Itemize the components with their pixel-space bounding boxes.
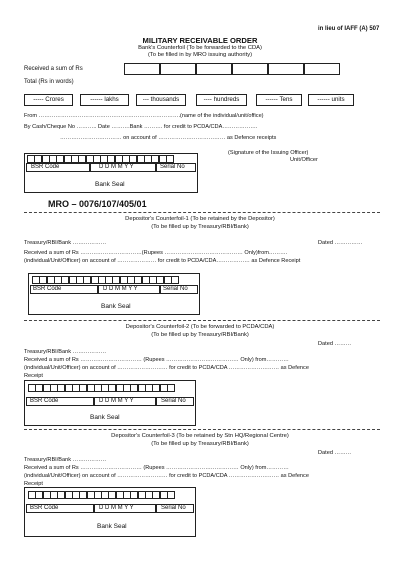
cf1-bank-seal-box bbox=[28, 273, 200, 315]
denomination-hundreds[interactable]: ---- hundreds bbox=[196, 94, 247, 106]
denomination-thousands[interactable]: --- thousands bbox=[136, 94, 186, 106]
cf1-title: Depositor's Counterfoil-1 (To be retained by the Depositor) bbox=[125, 216, 275, 222]
cut-line-2 bbox=[24, 320, 380, 321]
cf2-treasury-line[interactable]: Treasury/RBI/Bank ……………… bbox=[24, 349, 107, 355]
cf3-serial-no-label: Serial No bbox=[161, 505, 186, 511]
bsr-code-label: BSR Code bbox=[31, 164, 60, 170]
bsr-digit-grid[interactable] bbox=[27, 155, 173, 163]
cut-line-1 bbox=[24, 212, 380, 213]
cf2-receipt-word: Receipt bbox=[24, 373, 43, 379]
cf3-bsr-code-label: BSR Code bbox=[30, 505, 59, 511]
cf1-serial-no-label: Serial No bbox=[163, 286, 188, 292]
date-label: D D M M Y Y bbox=[99, 164, 134, 170]
signature-unit-label: Unit/Officer bbox=[290, 157, 318, 163]
cf3-treasury-line[interactable]: Treasury/RBI/Bank ……………… bbox=[24, 457, 107, 463]
cf1-dated-line[interactable]: Dated …………… bbox=[318, 240, 363, 246]
denomination-units[interactable]: ------ units bbox=[308, 94, 354, 106]
cf2-bsr-digit-grid[interactable] bbox=[28, 384, 174, 392]
cf1-treasury-line[interactable]: Treasury/RBI/Bank ……………… bbox=[24, 240, 107, 246]
cf2-bsr-code-label: BSR Code bbox=[30, 398, 59, 404]
amount-box-1[interactable] bbox=[124, 63, 160, 75]
form-instruction: (To be filled in by MRO issuing authority) bbox=[147, 52, 253, 58]
cf2-serial-no-label: Serial No bbox=[161, 398, 186, 404]
serial-no-label: Serial No bbox=[160, 164, 185, 170]
cf1-date-label: D D M M Y Y bbox=[103, 286, 138, 292]
form-subtitle: Bank's Counterfoil (To be forwarded to the CDA) bbox=[138, 45, 262, 51]
bank-seal-label: Bank Seal bbox=[95, 181, 125, 188]
cf3-bsr-digit-grid[interactable] bbox=[28, 491, 174, 499]
cf3-receipt-word: Receipt bbox=[24, 481, 43, 487]
cut-line-3 bbox=[24, 429, 380, 430]
cf3-date-label: D D M M Y Y bbox=[99, 505, 134, 511]
form-reference: in lieu of IAFF (A) 507 bbox=[318, 26, 380, 32]
cf3-subtitle: (To be filled up by Treasury/RBI/Bank) bbox=[151, 441, 249, 447]
cf2-bank-seal-label: Bank Seal bbox=[90, 414, 120, 421]
denomination-lakhs[interactable]: ------ lakhs bbox=[80, 94, 129, 106]
amount-box-3[interactable] bbox=[196, 63, 232, 75]
cf3-account-line[interactable]: (individual/Unit/Officer) on account of ……………………… for credit to PCDA/CDA ……………………… as Defence bbox=[24, 473, 309, 479]
form-title: MILITARY RECEIVABLE ORDER bbox=[142, 36, 258, 45]
cf3-bank-seal-box bbox=[24, 487, 196, 537]
received-sum-label: Received a sum of Rs bbox=[24, 66, 83, 72]
cf3-title: Depositor's Counterfoil-3 (To be retained by Stn HQ/Regional Centre) bbox=[111, 433, 289, 439]
from-line[interactable]: From ………………………………………………………………….(name of the individual/unit/office) bbox=[24, 113, 264, 119]
cf3-dated-line[interactable]: Dated ……… bbox=[318, 450, 352, 456]
cf3-bank-seal-label: Bank Seal bbox=[97, 523, 127, 530]
total-words-label: Total (Rs in words) bbox=[24, 79, 74, 85]
cf1-bank-seal-label: Bank Seal bbox=[101, 303, 131, 310]
cf2-account-line[interactable]: (individual/Unit/Officer) on account of ……………………… for credit to PCDA/CDA ……………………… as Defence bbox=[24, 365, 309, 371]
cf2-title: Depositor's Counterfoil-2 (To be forwarded to PCDA/CDA) bbox=[125, 324, 275, 330]
account-line[interactable]: …………………………… on account of ……………………………… as Defence receipts bbox=[60, 135, 277, 141]
denomination-tens[interactable]: ------ Tens bbox=[256, 94, 302, 106]
bank-seal-box bbox=[24, 153, 198, 193]
amount-box-2[interactable] bbox=[160, 63, 196, 75]
cf1-bsr-digit-grid[interactable] bbox=[32, 276, 178, 284]
cf1-subtitle: (To be filled up by Treasury/RBI/Bank) bbox=[151, 224, 249, 230]
amount-box-6[interactable] bbox=[304, 63, 340, 75]
cf2-subtitle: (To be filled up by Treasury/RBI/Bank) bbox=[151, 332, 249, 338]
signature-label: (Signature of the Issuing Officer) bbox=[228, 150, 309, 156]
cf2-dated-line[interactable]: Dated ……… bbox=[318, 341, 352, 347]
cf2-date-label: D D M M Y Y bbox=[99, 398, 134, 404]
cf1-received-line[interactable]: Received a sum of Rs ……………………………(Rupees …………………………………… Only)from………. bbox=[24, 250, 288, 256]
cf1-bsr-code-label: BSR Code bbox=[33, 286, 62, 292]
amount-box-5[interactable] bbox=[268, 63, 304, 75]
amount-box-4[interactable] bbox=[232, 63, 268, 75]
cf2-bank-seal-box bbox=[24, 380, 196, 426]
cf3-received-line[interactable]: Received a sum of Rs …………………………… (Rupees ………………………………… Only) from………… bbox=[24, 465, 289, 471]
mro-number: MRO – 0076/107/405/01 bbox=[48, 199, 147, 209]
cash-cheque-line[interactable]: By Cash/Cheque No ……….. Date ……….Bank ………. for credit to PCDA/CDA………………. bbox=[24, 124, 258, 130]
cf2-received-line[interactable]: Received a sum of Rs …………………………… (Rupees ………………………………… Only) from………… bbox=[24, 357, 289, 363]
denomination-crores[interactable]: ----- Crores bbox=[24, 94, 73, 106]
cf1-account-line[interactable]: (individual/Unit/Officer) on account of ………………… for credit to PCDA/CDA……………… as Defence Receipt bbox=[24, 258, 301, 264]
